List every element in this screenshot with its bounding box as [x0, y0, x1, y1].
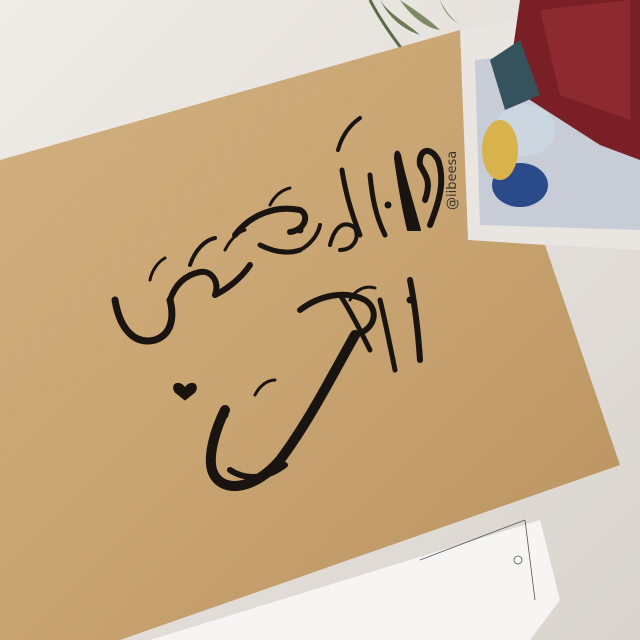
yellow-object: [482, 120, 518, 180]
watermark-text: @iibeesa: [445, 150, 460, 210]
